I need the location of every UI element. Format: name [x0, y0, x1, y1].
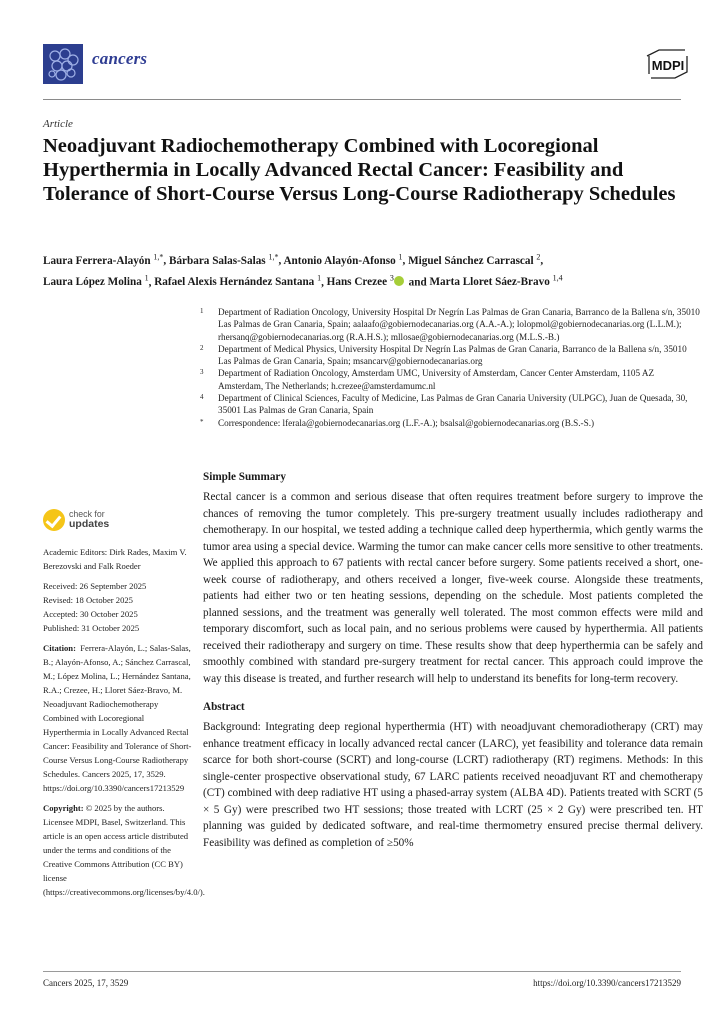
main-content: [203, 471, 703, 851]
journal-header: [43, 44, 693, 84]
author[interactable]: Rafael Alexis Hernández Santana $^1$: [154, 273, 322, 289]
footer-divider: [43, 971, 681, 972]
citation: Citation: Ferrera-Alayón, L.; Salas-Salas, B.; Alayón-Afonso, A.; Sánchez Carrascal, M.; López Molina, L.; Hernández Santana, R.A.; Crezee, H.; Lloret Sáez-Bravo, M. Neoadjuvant Radiochemotherapy Combined with Locoregional Hyperthermia in Locally Advanced Rectal Cancer: Feasibility and Tolerance of Short-Course Versus Long-Course Radiotherapy Schedules. Cancers 2025, 17, 3529. https://doi.org/10.3390/cancers17213529: [43, 643, 192, 793]
author[interactable]: Laura Ferrera-Alayón $^{1,*}$: [43, 252, 164, 267]
affiliation: 3 Department of Radiation Oncology, Amsterdam UMC, University of Amsterdam, Cancer Center Amsterdam, 1105 AZ Amsterdam, The Netherlands; h.crezee@amsterdamumc.nl: [200, 368, 655, 391]
affiliations: [200, 306, 700, 429]
journal-logo-icon: [43, 44, 83, 84]
simple-summary-text: Rectal cancer is a common and serious disease that often requires treatment before surgery to improve the chances of removing the tumor completely. This pre-surgery treatment usually includes radiotherapy and chemotherapy. In our hospital, we tested adding a technique called deep hyperthermia, which gently warms the tumor area using a special device. Warming the tumor can make cancer cells more sensitive to other treatments. We applied this approach to 67 patients with rectal cancer before surgery. Some patients received a short, one-week course of radiotherapy, and others received a longer, five-week course. Alongside these treatments, patients had either two or ten heating sessions, depending on the schedule. Most patients completed the planned sessions, and the treatment was generally well tolerated. The most common effects were mild and temporary discomfort, such as local pain, and no serious problems were caused by hyperthermia. All patients received their radiotherapy and surgery on time. These results show that deep hyperthermia can be safely and smoothly combined with standard pre-surgery treatment for rectal cancer. This approach could improve the way this disease is treated, and further research will help to understand its benefits for long-term recovery.: [203, 491, 703, 685]
mdpi-logo-icon: [641, 48, 693, 80]
author[interactable]: Antonio Alayón-Afonso $^1$: [283, 252, 403, 267]
svg-text:MDPI: MDPI: [651, 58, 685, 73]
revised-date: Revised: 18 October 2025: [43, 595, 133, 605]
published-date: Published: 31 October 2025: [43, 623, 140, 633]
received-date: Received: 26 September 2025: [43, 581, 147, 591]
author[interactable]: Marta Lloret Sáez-Bravo $^{1,4}$: [429, 273, 563, 289]
author[interactable]: Hans Crezee $^3$: [326, 273, 394, 289]
affiliation: 2 Department of Medical Physics, University Hospital Dr Negrín Las Palmas de Gran Canaria, Barranco de la Ballena s/n, 35010 Las Palmas de Gran Canaria, Spain; msancarv@gobiernodecanarias.org: [200, 343, 687, 367]
dates: [43, 579, 193, 635]
orcid-icon[interactable]: [394, 276, 404, 286]
article-type: Article: [43, 118, 73, 130]
abstract-heading: Abstract: [203, 701, 245, 713]
affiliation: 4 Department of Clinical Sciences, Faculty of Medicine, Las Palmas de Gran Canaria University (ULPGC), Juan de Quesada, 30, 35001 Las Palmas de Gran Canaria, Spain: [200, 393, 688, 416]
footer-doi-link[interactable]: https://doi.org/10.3390/cancers17213529: [533, 978, 681, 988]
footer-citation: Cancers 2025, 17, 3529: [43, 978, 129, 988]
author[interactable]: Bárbara Salas-Salas $^{1,*}$: [169, 252, 279, 267]
article-sidebar: [43, 507, 205, 905]
affiliation: 1 Department of Radiation Oncology, University Hospital Dr Negrín Las Palmas de Gran Canaria, Barranco de la Ballena s/n, 35010 Las Palmas de Gran Canaria, Spain; aalaafo@gobiernodecanarias.org (A.A.-A.); lolopmol@gobiernodecanarias.org (L.L.M.); rhersanq@gobiernodecanarias.org (R.A.H.S.); mllosae@gobiernodecanarias.org (M.L.S.-B.): [200, 307, 700, 342]
accepted-date: Accepted: 30 October 2025: [43, 609, 138, 619]
author-list: Laura Ferrera-Alayón $^{1,*}$, Bárbara Salas-Salas $^{1,*}$, Antonio Alayón-Afonso $^1$, Miguel Sánchez Carrascal $^2$, Laura López Molina $^1$, Rafael Alexis Hernández Santana $^1$, Hans Crezee $^3$ and Marta Lloret Sáez-Bravo $^{1,4}$: [43, 252, 563, 289]
check-for-updates-button[interactable]: check for updates: [43, 507, 193, 535]
header-divider: [43, 99, 681, 100]
simple-summary-heading: Simple Summary: [203, 471, 286, 483]
abstract-text: Background: Integrating deep regional hyperthermia (HT) with neoadjuvant chemoradiotherapy (CRT) may enhance treatment efficacy in locally advanced rectal cancer (LARC), yet feasibility and tolerance data remain scarce for both short-course (SCRT) and long-course (LCRT) radiotherapy (RT) regimens. Methods: In this single-center prospective observational study, 67 LARC patients received neoadjuvant RT and chemotherapy (CT) combined with deep radiative HT using a phased-array system (ALBA 4D). Patients treated with SCRT (5 × 5 Gy) were prescribed two HT sessions; those treated with LCRT (25 × 2 Gy) were prescribed ten. HT planning was guided by dedicated software, and real-time thermometry ensured precise thermal delivery. Feasibility was defined as completion of ≥50%: [203, 721, 703, 849]
author[interactable]: Laura López Molina $^1$: [43, 273, 149, 289]
correspondence: * Correspondence: lferala@gobiernodecanarias.org (L.F.-A.); bsalsal@gobiernodecanarias.org (B.S.-S.): [200, 417, 595, 428]
article-title: Neoadjuvant Radiochemotherapy Combined with Locoregional Hyperthermia in Locally Advanced Rectal Cancer: Feasibility and Tolerance of Short-Course Versus Long-Course Radiotherapy Schedules: [43, 135, 676, 205]
academic-editors: Academic Editors: Dirk Rades, Maxim V. Berezovski and Falk Roeder: [43, 547, 187, 571]
author[interactable]: Miguel Sánchez Carrascal $^2$: [408, 252, 541, 267]
copyright: Copyright: © 2025 by the authors. Licensee MDPI, Basel, Switzerland. This article is an open access article distributed under the terms and conditions of the Creative Commons Attribution (CC BY) license (https://creativecommons.org/licenses/by/4.0/).: [43, 803, 205, 897]
checkmark-icon: [43, 509, 65, 531]
journal-name: cancers: [92, 49, 148, 68]
